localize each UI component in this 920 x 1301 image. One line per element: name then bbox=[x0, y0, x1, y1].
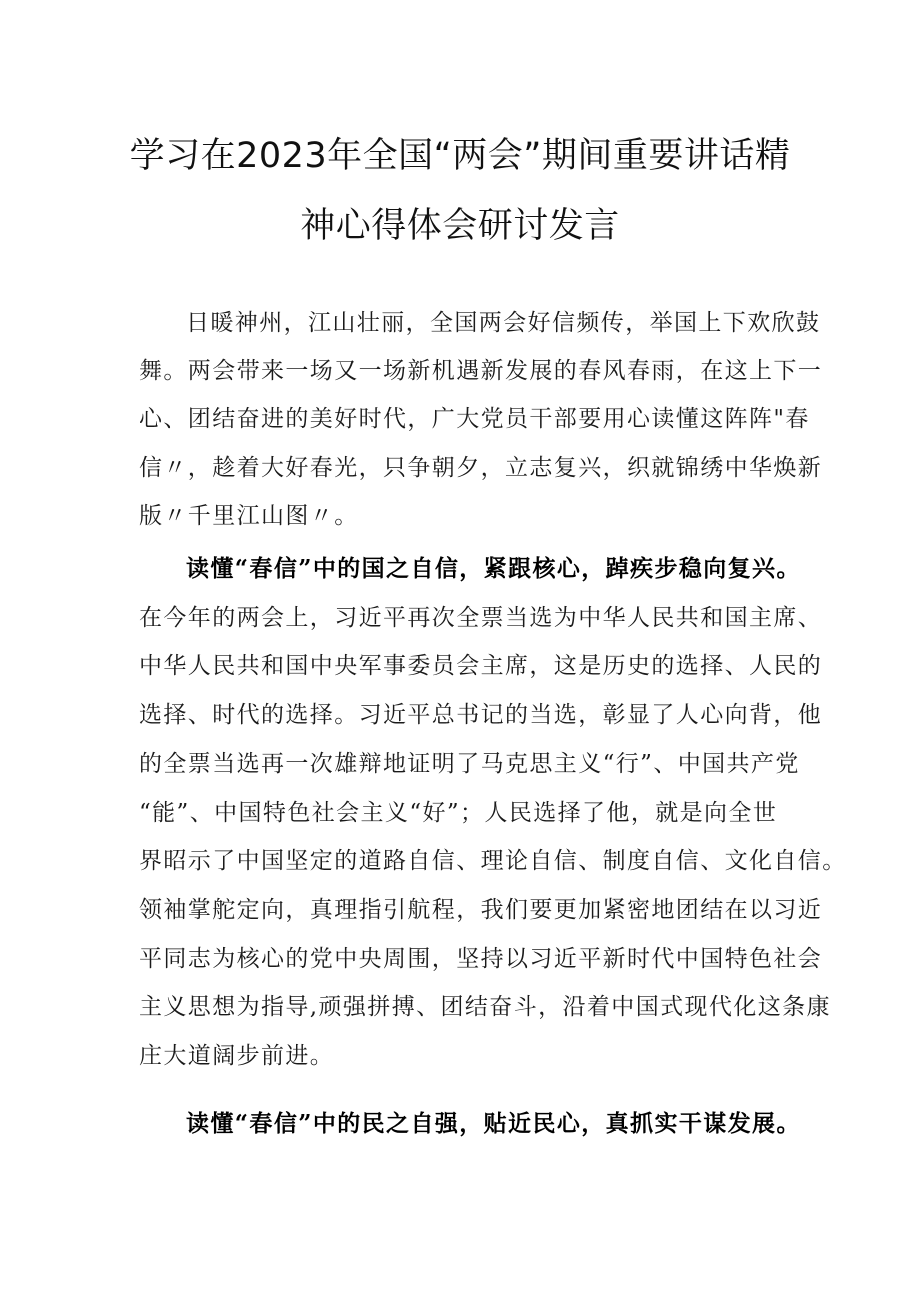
paragraph-text: 平同志为核心的党中央周围，坚持以习近平新时代中国特色社会 bbox=[139, 946, 823, 972]
section-heading-text: 读懂“春信”中的民之自强，贴近民心，真抓实干谋发展。 bbox=[186, 1110, 801, 1137]
paragraph-text: 版〃千里江山图〃。 bbox=[139, 503, 359, 529]
paragraph-text: 领袖掌舵定向，真理指引航程，我们要更加紧密地团结在以习近 bbox=[139, 897, 823, 923]
paragraph-text: 中华人民共和国中央军事委员会主席，这是历史的选择、人民的 bbox=[139, 653, 823, 679]
paragraph-text: 选择、时代的选择。习近平总书记的当选，彰显了人心向背，他 bbox=[139, 702, 823, 728]
paragraph-text: 心、团结奋进的美好时代，广大党员干部要用心读懂这阵阵"春 bbox=[139, 406, 810, 432]
paragraph-text: 主义思想为指导,顽强拼搏、团结奋斗，沿着中国式现代化这条康 bbox=[139, 994, 831, 1020]
document-title-line-2: 神心得体会研讨发言 bbox=[300, 206, 620, 246]
paragraph-text: “能”、中国特色社会主义“好”；人民选择了他，就是向全世 bbox=[139, 800, 778, 826]
section-heading-text: 读懂“春信”中的国之自信，紧跟核心，踔疾步稳向复兴。 bbox=[186, 555, 801, 582]
paragraph-text: 庄大道阔步前进。 bbox=[139, 1043, 335, 1069]
paragraph-text: 界昭示了中国坚定的道路自信、理论自信、制度自信、文化自信。 bbox=[139, 848, 847, 874]
paragraph-text: 在今年的两会上，习近平再次全票当选为中华人民共和国主席、 bbox=[139, 605, 823, 631]
paragraph-text: 日暖神州，江山壮丽，全国两会好信频传，举国上下欢欣鼓 bbox=[186, 310, 821, 336]
paragraph-text: 的全票当选再一次雄辩地证明了马克思主义“行”、中国共产党 bbox=[139, 751, 800, 777]
paragraph-text: 信〃，趁着大好春光，只争朝夕，立志复兴，织就锦绣中华焕新 bbox=[139, 455, 823, 481]
paragraph-text: 舞。两会带来一场又一场新机遇新发展的春风春雨，在这上下一 bbox=[139, 358, 823, 384]
document-title-line-1: 学习在2023年全国“两会”期间重要讲话精 bbox=[129, 136, 791, 176]
